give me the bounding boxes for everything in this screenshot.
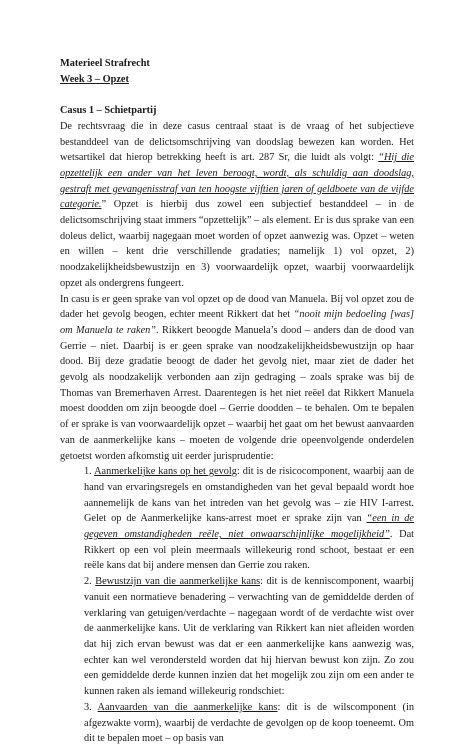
list-item-number: 2.: [84, 576, 96, 588]
list-item-heading: Bewustzijn van die aanmerkelijke kans: [95, 576, 261, 588]
quote-rikkert: “nooit mijn bedoeling [was] om Manuela te raken”: [60, 309, 414, 336]
document-title: Materieel Strafrecht: [60, 58, 150, 69]
list-item: [84, 464, 414, 574]
paragraph-2-text-b: . Rikkert beoogde Manuela’s dood – anders dan de dood van Gerrie – niet. Daarbij is er geen sprake van noodzakelijkheidsbewustzijn op haar dood. Bij deze gradatie beoogt de dader het gevolg niet, maar ziet de dader het gevolg als noodzakelijk verbonden aan zijn gedraging – zoals sprake was bij de Thomas van Bremerhaven Arrest. Daarentegen is het niet reëel dat Rikkert Manuela moest doodden om zijn beoogde doel – Gerrie doodden – te behalen. Om te bepalen of er sprake is van voorwaardelijk opzet – waarbij het gaat om het bewust aanvaarden van de aanmerkelijke kans – moeten de volgende drie opeenvolgende onderdelen getoetst worden afkomstig uit eerder jurisprudentie:: [60, 324, 414, 462]
list-item-number: 1.: [84, 466, 95, 478]
week-heading: Week 3 – Opzet: [60, 73, 129, 85]
list-item-number: 3.: [84, 701, 98, 713]
list-item-text-b: . Dat Rikkert op een vol plein meermaals willekeurig rond schoot, bestaat er een reële kans dat bij andere mensen dan Gerrie zou raken.: [84, 529, 415, 572]
list-item-quote: “een in de gegeven omstandigheden reële, niet onwaarschijnlijke mogelijkheid”: [84, 513, 414, 541]
criteria-list: [60, 464, 414, 747]
paragraph-2-text-a: In casu is er geen sprake van vol opzet op de dood van Manuela. Bij vol opzet zou de dader het gevolg beogen, echter meent Rikkert dat het: [60, 293, 414, 321]
list-item-heading: Aanmerkelijke kans op het gevolg: [94, 466, 237, 478]
list-item-text-a: : dit is de wilscomponent (in afgezwakte vorm), waarbij de verdachte de gevolgen op de koop toeneemt. Om dit te bepalen moet – op basis van: [84, 701, 414, 745]
list-item: [84, 700, 414, 747]
list-item-heading: Aanvaarden van die aanmerkelijke kans: [97, 701, 278, 713]
quote-art-287: “Hij die opzettelijk een ander van het leven beroogt, wordt, als schuldig aan doodslag, gestraft met gevangenisstraf van ten hoogste vijftien jaren of geldboete van de vijfde categorie.: [60, 152, 414, 211]
list-item: [84, 574, 414, 700]
paragraph-1-text-a: De rechtsvraag die in deze casus centraal staat is de vraag of het subjectieve bestanddeel van de delictsomschrijving van doodslag bewezen kan worden. Het wetsartikel dat hierop betrekking heeft is art. 287 Sr, die luidt als volgt:: [60, 120, 414, 164]
list-item-text-a: : dit is de risicocomponent, waarbij aan de hand van ervaringsregels en omstandigheden van het geval bepaald wordt hoe aannemelijk de kans van het intreden van het gevolg was – zie HIV I-arrest. Gelet op de Aanmerkelijke kans-arrest moet er sprake zijn van: [84, 466, 414, 525]
paragraph-1-text-b: ” Opzet is hierbij dus zowel een subjectief bestanddeel – in de delictsomschrijving staat immers “opzettelijk” – als element. Er is dus sprake van een doleus delict, waarbij nagegaan moet worden of opzet aanwezig was. Opzet – weten en willen – kent drie verschillende gradaties; namelijk 1) vol opzet, 2) noodzakelijkheidsbewustzijn en 3) voorwaardelijk opzet, waarbij voorwaardelijk opzet als ondergrens fungeert.: [60, 199, 414, 289]
list-item-text-a: : dit is de kenniscomponent, waarbij vanuit een normatieve benadering – verwachting van de gemiddelde derden of verklaring van getuigen/verdachte – nagegaan wordt of de verdachte wist over de aanmerkelijke kans. Uit de verklaring van Rikkert kan niet afleiden worden dat hij zich ervan bewust was dat er een aanmerkelijke kans aanwezig was, echter kan wel verondersteld worden dat hij hiervan bewust kon zijn. Zo zou een gemiddelde derde kunnen inzien dat het mogelijk zou zijn om een ander te kunnen raken als iemand willekeurig rondschiet:: [84, 576, 415, 698]
paragraph-1: [60, 119, 414, 292]
casus-heading: Casus 1 – Schietpartij: [60, 105, 157, 117]
paragraph-2: [60, 292, 414, 465]
